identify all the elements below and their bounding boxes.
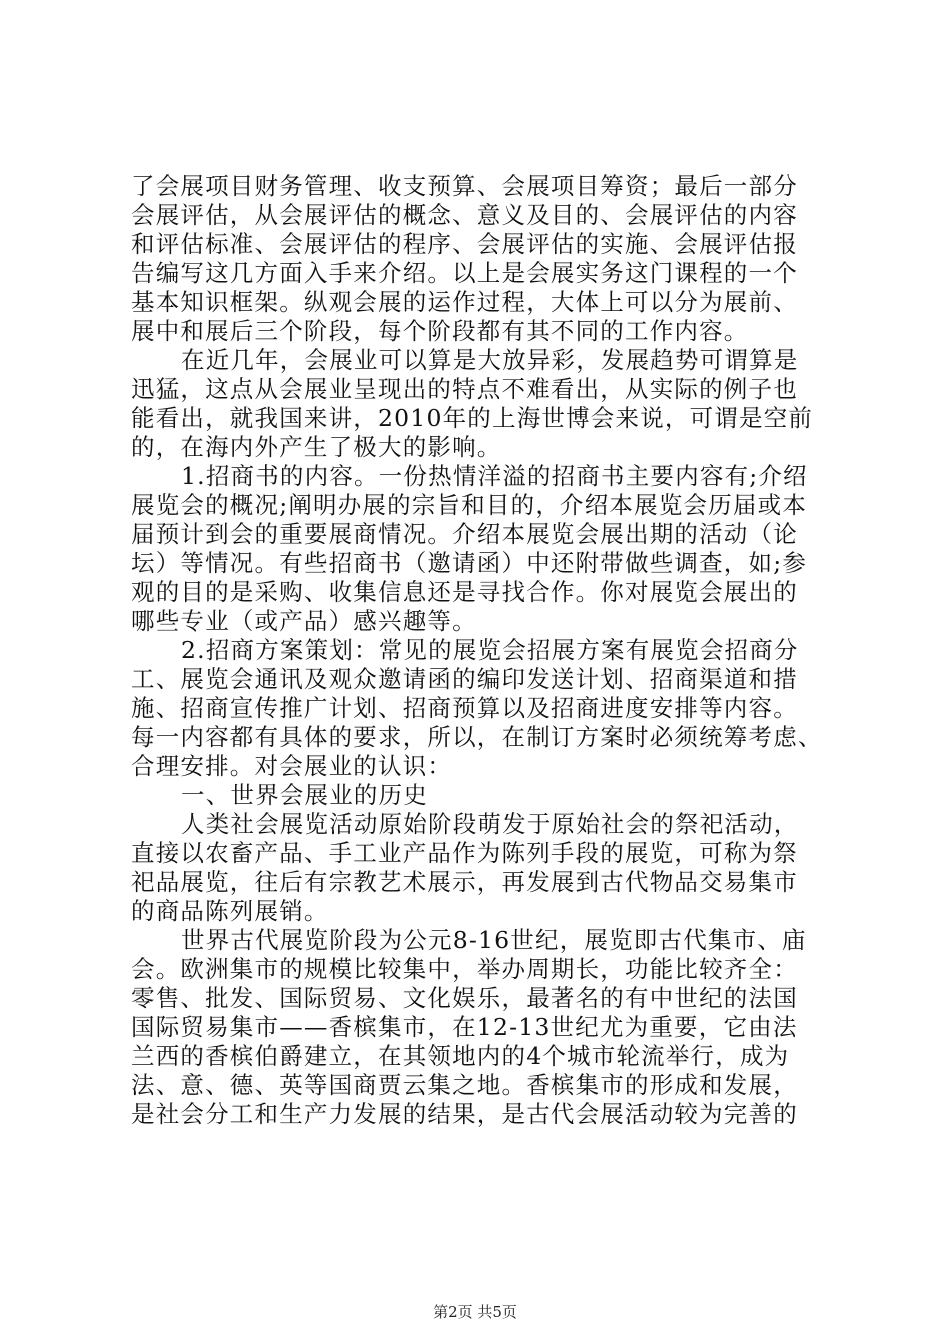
text-line: 每一内容都有具体的要求，所以，在制订方案时必须统筹考虑、 xyxy=(131,723,823,751)
text-line: 施、招商宣传推广计划、招商预算以及招商进度安排等内容。 xyxy=(131,694,798,722)
section-heading: 一、世界会展业的历史 xyxy=(181,781,428,809)
paragraph-first-line: 1.招商书的内容。一份热情洋溢的招商书主要内容有;介绍 xyxy=(181,462,808,490)
paragraph-first-line: 人类社会展览活动原始阶段萌发于原始社会的祭祀活动， xyxy=(181,810,799,838)
text-line: 会。欧洲集市的规模比较集中，举办周期长，功能比较齐全： xyxy=(131,955,798,983)
paragraph-first-line: 在近几年，会展业可以算是大放异彩，发展趋势可谓算是 xyxy=(181,346,799,374)
text-line: 哪些专业（或产品）感兴趣等。 xyxy=(131,607,477,635)
text-line: 坛）等情况。有些招商书（邀请函）中还附带做些调查，如;参 xyxy=(131,549,808,577)
text-line: 基本知识框架。纵观会展的运作过程，大体上可以分为展前、 xyxy=(131,288,798,316)
text-line: 兰西的香槟伯爵建立，在其领地内的4个城市轮流举行，成为 xyxy=(131,1042,790,1070)
text-line: 会展评估，从会展评估的概念、意义及目的、会展评估的内容 xyxy=(131,201,798,229)
document-body xyxy=(131,172,831,1129)
page-number-footer: 第2页 共5页 xyxy=(433,1303,517,1321)
text-line: 展中和展后三个阶段，每个阶段都有其不同的工作内容。 xyxy=(131,317,749,345)
text-line: 是社会分工和生产力发展的结果，是古代会展活动较为完善的 xyxy=(131,1100,798,1128)
text-line: 届预计到会的重要展商情况。介绍本展览会展出期的活动（论 xyxy=(131,520,798,548)
text-line: 迅猛，这点从会展业呈现出的特点不难看出，从实际的例子也 xyxy=(131,375,798,403)
paragraph-first-line: 2.招商方案策划：常见的展览会招展方案有展览会招商分 xyxy=(181,636,799,664)
text-line: 能看出，就我国来讲，2010年的上海世博会来说，可谓是空前 xyxy=(131,404,814,432)
text-line: 法、意、德、英等国商贾云集之地。香槟集市的形成和发展， xyxy=(131,1071,798,1099)
text-line: 工、展览会通讯及观众邀请函的编印发送计划、招商渠道和措 xyxy=(131,665,798,693)
paragraph-first-line: 世界古代展览阶段为公元8-16世纪，展览即古代集市、庙 xyxy=(181,926,807,954)
text-line: 告编写这几方面入手来介绍。以上是会展实务这门课程的一个 xyxy=(131,259,798,287)
text-line: 祀品展览，往后有宗教艺术展示，再发展到古代物品交易集市 xyxy=(131,868,798,896)
text-line: 和评估标准、会展评估的程序、会展评估的实施、会展评估报 xyxy=(131,230,798,258)
text-line: 国际贸易集市——香槟集市，在12-13世纪尤为重要，它由法 xyxy=(131,1013,798,1041)
text-line: 观的目的是采购、收集信息还是寻找合作。你对展览会展出的 xyxy=(131,578,798,606)
text-line: 零售、批发、国际贸易、文化娱乐，最著名的有中世纪的法国 xyxy=(131,984,798,1012)
text-line: 直接以农畜产品、手工业产品作为陈列手段的展览，可称为祭 xyxy=(131,839,798,867)
text-line: 的商品陈列展销。 xyxy=(131,897,329,925)
text-line: 展览会的概况;阐明办展的宗旨和目的，介绍本展览会历届或本 xyxy=(131,491,808,519)
text-line: 的，在海内外产生了极大的影响。 xyxy=(131,433,502,461)
text-line: 了会展项目财务管理、收支预算、会展项目筹资；最后一部分 xyxy=(131,172,798,200)
text-line: 合理安排。对会展业的认识： xyxy=(131,752,453,780)
